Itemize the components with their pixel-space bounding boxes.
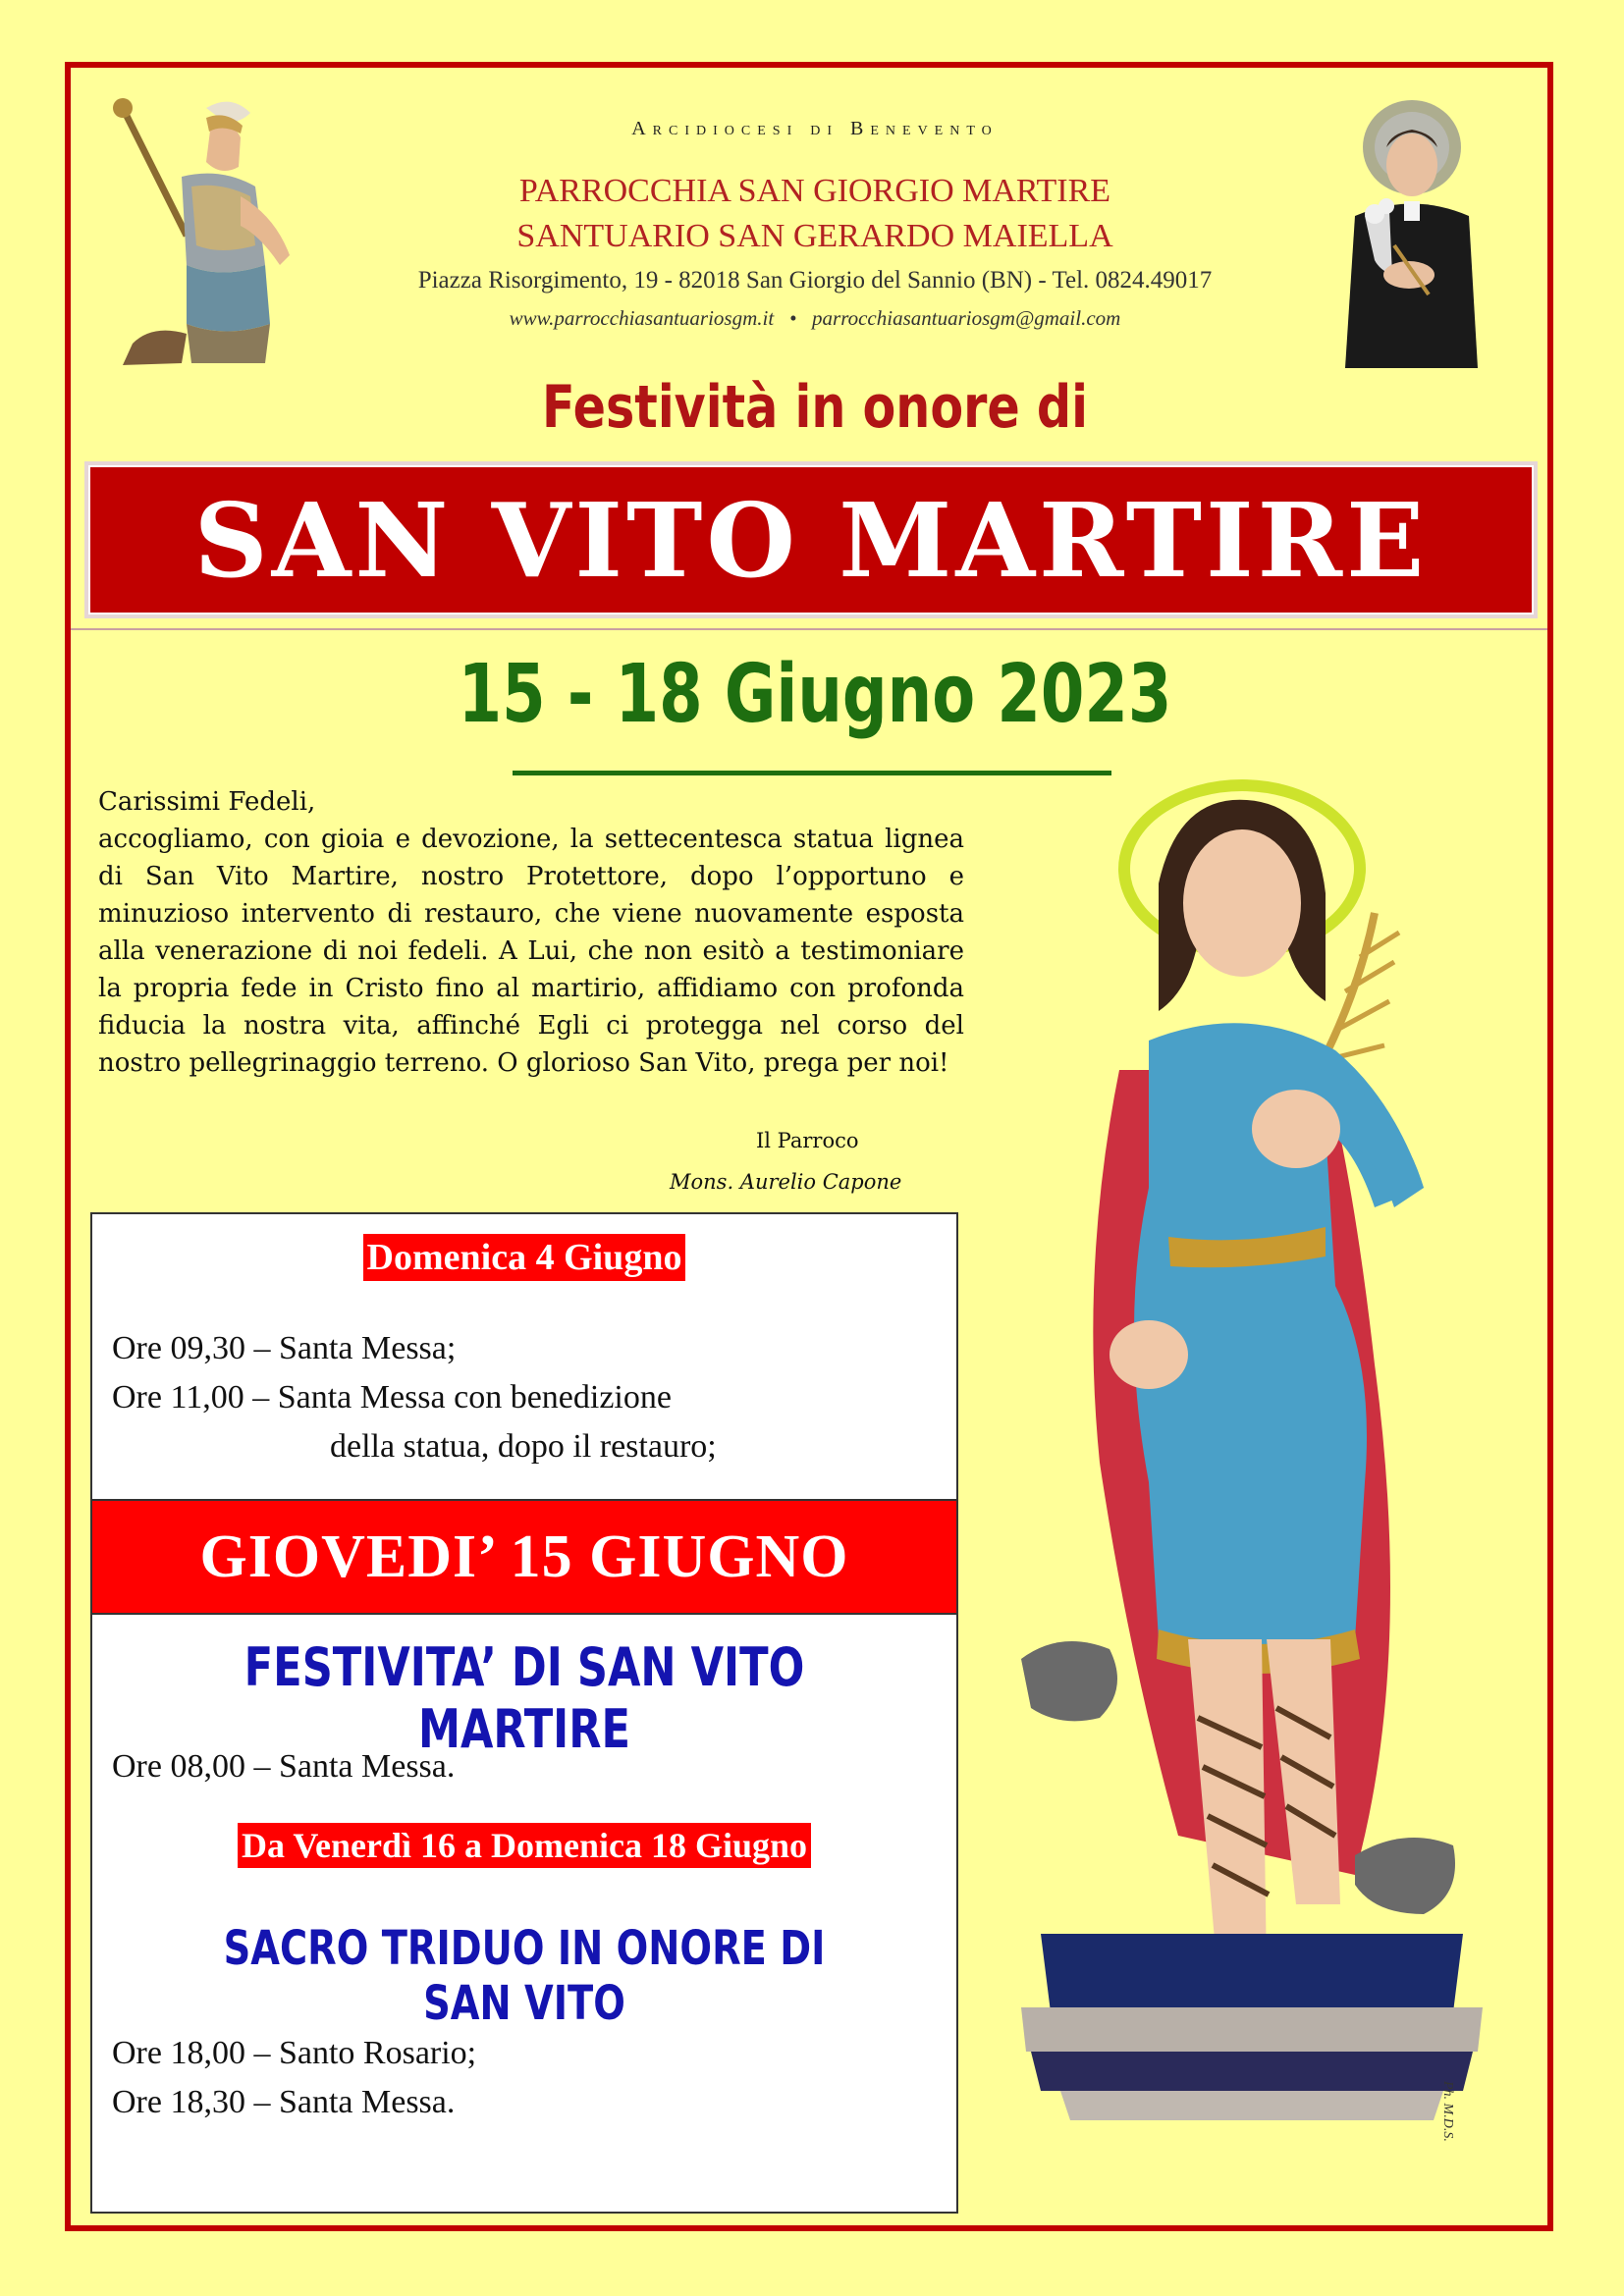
day1-label: Domenica 4 Giugno — [363, 1234, 686, 1281]
signature-role: Il Parroco — [756, 1129, 859, 1152]
title-banner — [84, 461, 1538, 618]
festivita-heading: Festività in onore di — [542, 373, 1088, 442]
website-link[interactable]: www.parrocchiasantuariosgm.it — [509, 306, 775, 330]
photo-credit: Ph. M.D.S. — [1440, 2081, 1455, 2142]
day1-line-1: Ore 09,30 – Santa Messa; — [112, 1330, 457, 1366]
giovedi-label: GIOVEDI’ 15 GIUGNO — [199, 1522, 849, 1590]
parrocchia-line-2: SANTUARIO SAN GERARDO MAIELLA — [516, 218, 1113, 254]
day1-line-3: della statua, dopo il restauro; — [330, 1428, 717, 1465]
triduo-line-1: Ore 18,00 – Santo Rosario; — [112, 2035, 477, 2071]
triduo-label: Da Venerdì 16 a Domenica 18 Giugno — [238, 1823, 811, 1868]
letter-greeting: Carissimi Fedeli, — [98, 787, 316, 817]
parrocchia-name — [324, 169, 1306, 259]
giovedi-line-1: Ore 08,00 – Santa Messa. — [112, 1748, 456, 1785]
parrocchia-line-1: PARROCCHIA SAN GIORGIO MARTIRE — [518, 173, 1111, 209]
pastoral-letter — [98, 783, 964, 1082]
festivita-title-text: FESTIVITA’ DI SAN VITO MARTIRE — [244, 1636, 805, 1760]
san-giorgio-statue-image — [93, 98, 299, 371]
page-title: SAN VITO MARTIRE — [193, 479, 1429, 601]
signature-name: Mons. Aurelio Capone — [670, 1170, 902, 1194]
title-divider — [71, 628, 1547, 630]
event-dates: 15 - 18 Giugno 2023 — [458, 648, 1172, 741]
san-gerardo-statue-image — [1335, 98, 1488, 368]
letter-body: accogliamo, con gioia e devozione, la settecentesca statua lignea di San Vito Martire, nostro Protettore, dopo l’opportuno e minuzioso intervento di restauro, che viene nuovamente esposta alla venerazione di noi fedeli. A Lui, che non esitò a testimoniare la propria fede in Cristo fino al martirio, affidiamo con profonda fiducia la nostra vita, affinché Egli ci protegga nel corso del nostro pellegrinaggio terreno. O glorioso San Vito, prega per noi! — [98, 825, 964, 1078]
triduo-title-text: SACRO TRIDUO IN ONORE DI SAN VITO — [223, 1921, 826, 2031]
program-box — [90, 1212, 958, 2214]
contact-separator: • — [788, 306, 797, 330]
triduo-line-2: Ore 18,30 – Santa Messa. — [112, 2084, 456, 2120]
email-link[interactable]: parrocchiasantuariosgm@gmail.com — [812, 306, 1121, 330]
triduo-title — [92, 1921, 956, 2031]
arcidiocesi-label: Arcidiocesi di Benevento — [631, 118, 999, 139]
parish-address: Piazza Risorgimento, 19 - 82018 San Giorgio del Sannio (BN) - Tel. 0824.49017 — [417, 267, 1213, 294]
giovedi-band — [92, 1499, 956, 1615]
san-vito-statue-image — [1001, 775, 1497, 2135]
day1-line-2: Ore 11,00 – Santa Messa con benedizione — [112, 1379, 672, 1415]
parish-contacts — [324, 306, 1306, 331]
